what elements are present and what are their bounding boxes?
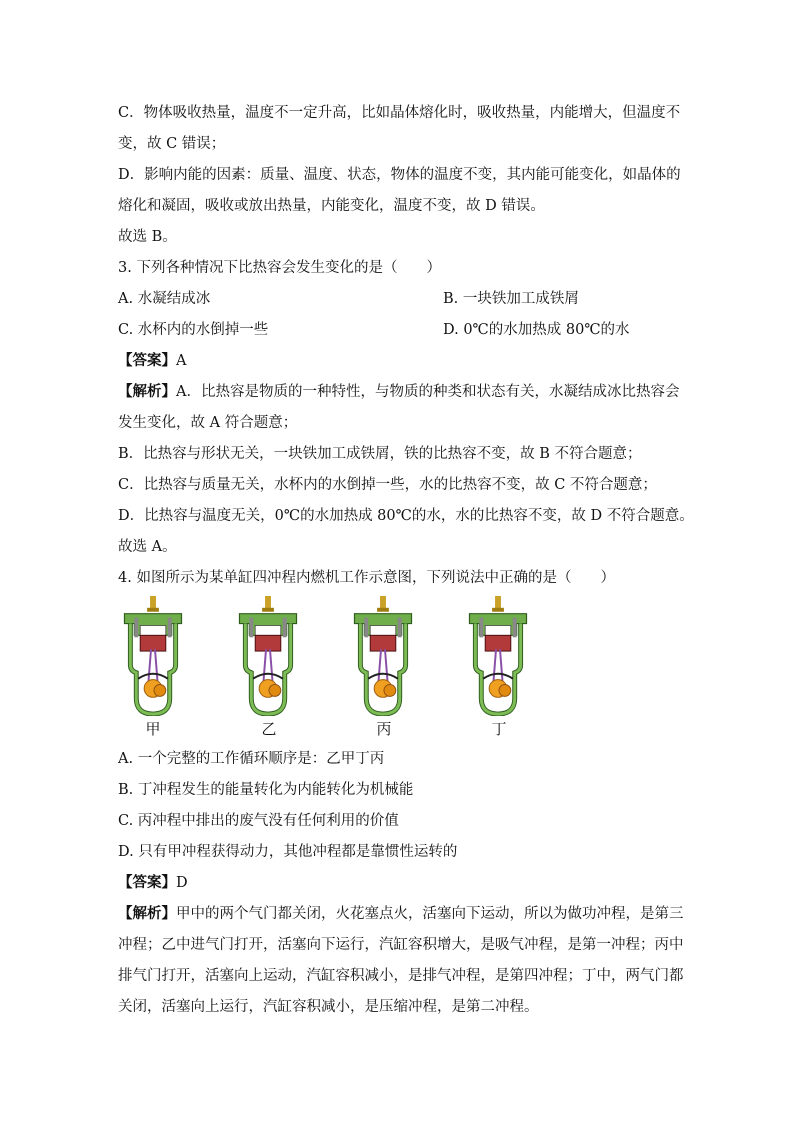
q3-analysis-line1 (118, 382, 679, 402)
q3-conclusion: 故选 A。 (118, 539, 177, 555)
q3-answer (118, 351, 186, 371)
q4-option-b: B. 丁冲程发生的能量转化为内能转化为机械能 (118, 782, 414, 798)
analysis-text: A．比热容是物质的一种特性，与物质的种类和状态有关，水凝结成冰比热容会 (176, 384, 680, 400)
q3-analysis-d: D．比热容与温度无关，0℃的水加热成 80℃的水，水的比热容不变，故 D 不符合题意。 (118, 508, 694, 524)
q4-analysis-line4: 关闭，活塞向上运行，汽缸容积减小，是压缩冲程，是第二冲程。 (118, 999, 539, 1015)
q3-option-a: A. 水凝结成冰 (118, 291, 211, 307)
q2-option-c-explanation-line2: 变，故 C 错误； (118, 136, 226, 152)
engine-diagram-bing (348, 596, 418, 716)
figure-label-yi: 乙 (261, 720, 277, 738)
answer-value: D (176, 875, 188, 891)
answer-value: A (176, 353, 187, 369)
q2-option-d-explanation-line1: D．影响内能的因素：质量、温度、状态，物体的温度不变，其内能可能变化，如晶体的 (118, 167, 681, 183)
answer-label: 【答案】 (118, 352, 176, 369)
figure-label-ding: 丁 (491, 720, 507, 738)
answer-label: 【答案】 (118, 874, 176, 891)
q4-stem: 4. 如图所示为某单缸四冲程内燃机工作示意图，下列说法中正确的是（ ） (118, 570, 615, 586)
q3-option-c: C. 水杯内的水倒掉一些 (118, 322, 269, 338)
analysis-text: 甲中的两个气门都关闭，火花塞点火，活塞向下运动，所以为做功冲程，是第三 (176, 906, 684, 922)
engine-diagram-ding (463, 596, 533, 716)
q4-option-c: C. 丙冲程中排出的废气没有任何利用的价值 (118, 813, 399, 829)
q4-answer (118, 873, 188, 893)
q2-option-d-explanation-line2: 熔化和凝固，吸收或放出热量，内能变化，温度不变，故 D 错误。 (118, 198, 545, 214)
q4-analysis-line2: 冲程；乙中进气门打开，活塞向下运行，汽缸容积增大，是吸气冲程，是第一冲程；丙中 (118, 937, 684, 953)
q4-option-d: D. 只有甲冲程获得动力，其他冲程都是靠惯性运转的 (118, 844, 458, 860)
analysis-label: 【解析】 (118, 905, 176, 922)
q3-analysis-line2: 发生变化，故 A 符合题意； (118, 415, 298, 431)
q2-option-c-explanation-line1: C．物体吸收热量，温度不一定升高，比如晶体熔化时，吸收热量，内能增大，但温度不 (118, 105, 681, 121)
q3-option-d: D. 0℃的水加热成 80℃的水 (443, 322, 630, 338)
q3-analysis-b: B．比热容与形状无关，一块铁加工成铁屑，铁的比热容不变，故 B 不符合题意； (118, 446, 642, 462)
engine-diagram-jia (118, 596, 188, 716)
engine-diagram-yi (233, 596, 303, 716)
q4-option-a: A. 一个完整的工作循环顺序是：乙甲丁丙 (118, 751, 385, 767)
q3-option-b: B. 一块铁加工成铁屑 (443, 291, 579, 307)
q3-analysis-c: C．比热容与质量无关，水杯内的水倒掉一些，水的比热容不变，故 C 不符合题意； (118, 477, 657, 493)
figure-label-jia: 甲 (145, 720, 161, 738)
figure-label-bing: 丙 (376, 720, 392, 738)
q3-stem: 3. 下列各种情况下比热容会发生变化的是（ ） (118, 260, 441, 276)
q4-analysis-line3: 排气门打开，活塞向上运动，汽缸容积减小，是排气冲程，是第四冲程；丁中，两气门都 (118, 968, 684, 984)
analysis-label: 【解析】 (118, 383, 176, 400)
q4-analysis-line1 (118, 904, 684, 924)
q2-conclusion: 故选 B。 (118, 229, 177, 245)
